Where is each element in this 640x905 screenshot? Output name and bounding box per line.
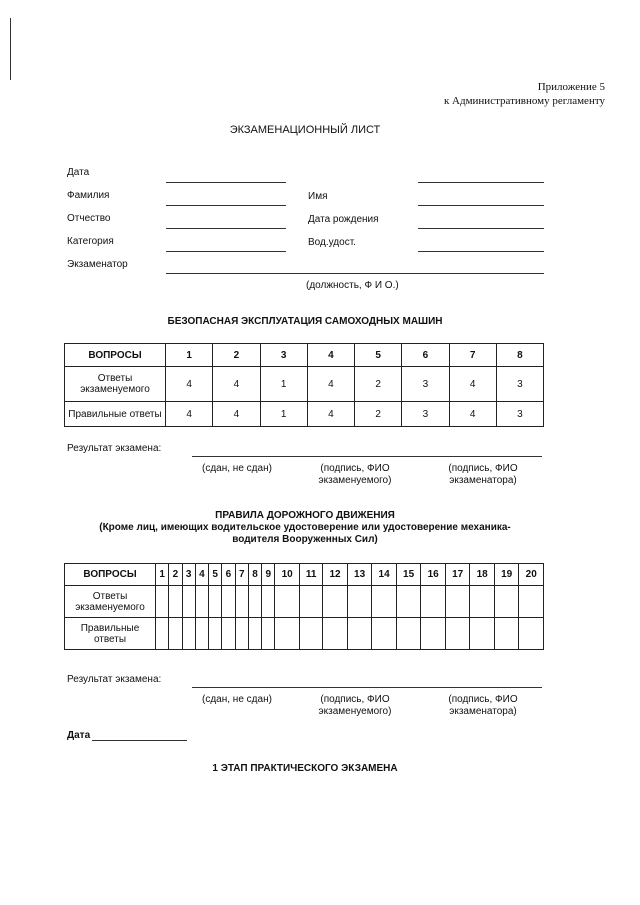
question-cell: 15: [396, 564, 421, 586]
answer-cell[interactable]: [347, 586, 372, 618]
table-row: [65, 586, 544, 618]
question-cell: 12: [323, 564, 348, 586]
answer-cell[interactable]: [421, 618, 446, 650]
line-name[interactable]: [418, 205, 544, 206]
section2-hint-examiner: [428, 694, 538, 718]
correct-cell[interactable]: 2: [355, 402, 402, 427]
annex-line-1: Приложение 5: [537, 81, 605, 93]
table-row: [65, 618, 544, 650]
hint-line: (подпись, ФИО: [320, 694, 390, 705]
page-title: ЭКЗАМЕНАЦИОННЫЙ ЛИСТ: [229, 124, 381, 136]
table-row: [65, 367, 544, 402]
answer-cell[interactable]: [494, 586, 519, 618]
answer-cell[interactable]: [519, 586, 544, 618]
answer-cell[interactable]: [222, 618, 235, 650]
section2-title: ПРАВИЛА ДОРОЖНОГО ДВИЖЕНИЯ: [215, 510, 395, 521]
answer-cell[interactable]: [372, 586, 397, 618]
hint-line: (подпись, ФИО: [448, 463, 518, 474]
hint-line: экзаменатора): [449, 706, 517, 717]
table-row: [65, 564, 544, 586]
header-label: ВОПРОСЫ: [65, 344, 166, 367]
row-label: Ответы экзаменуемого: [65, 367, 166, 402]
row-label-line: Ответы: [92, 590, 128, 602]
answer-cell[interactable]: [494, 618, 519, 650]
question-cell: 1: [156, 564, 169, 586]
line-surname[interactable]: [166, 205, 286, 206]
annex-line-2: к Административному регламенту: [443, 95, 605, 107]
answer-cell[interactable]: 4: [449, 367, 496, 402]
question-cell: 20: [519, 564, 544, 586]
section2-result-line[interactable]: [192, 687, 542, 688]
section1-result-line[interactable]: [192, 456, 542, 457]
label-date: Дата: [67, 167, 90, 178]
correct-cell[interactable]: 1: [260, 402, 307, 427]
label-surname: Фамилия: [67, 190, 110, 201]
correct-cell[interactable]: 4: [449, 402, 496, 427]
line-date-right[interactable]: [418, 182, 544, 183]
label-patronymic: Отчество: [67, 213, 111, 224]
hint-line: экзаменуемого): [318, 706, 392, 717]
answer-cell[interactable]: 3: [402, 367, 449, 402]
answer-cell[interactable]: [235, 586, 248, 618]
answer-cell[interactable]: [195, 618, 208, 650]
answer-cell[interactable]: [262, 618, 275, 650]
section3-title: 1 ЭТАП ПРАКТИЧЕСКОГО ЭКЗАМЕНА: [212, 763, 398, 774]
question-cell: 17: [445, 564, 470, 586]
answer-cell[interactable]: [156, 618, 169, 650]
row-label: [65, 586, 156, 618]
question-cell: 5: [209, 564, 222, 586]
section2-table: [64, 563, 544, 650]
answer-cell[interactable]: [421, 586, 446, 618]
answer-cell[interactable]: [222, 586, 235, 618]
question-cell: 14: [372, 564, 397, 586]
question-cell: 6: [402, 344, 449, 367]
section2-hint-examinee: [300, 694, 410, 718]
label-name: Имя: [308, 191, 328, 202]
question-cell: 11: [299, 564, 322, 586]
question-cell: 3: [260, 344, 307, 367]
answer-cell[interactable]: [445, 618, 470, 650]
correct-cell[interactable]: 4: [307, 402, 354, 427]
section2-hint-passed: (сдан, не сдан): [202, 694, 272, 705]
answer-cell[interactable]: [299, 586, 322, 618]
header-label: ВОПРОСЫ: [65, 564, 156, 586]
question-cell: 3: [182, 564, 195, 586]
question-cell: 7: [235, 564, 248, 586]
answer-cell[interactable]: [169, 618, 182, 650]
hint-line: (подпись, ФИО: [448, 694, 518, 705]
table-row: [65, 344, 544, 367]
section1-table: [64, 343, 544, 427]
answer-cell[interactable]: [470, 586, 495, 618]
question-cell: 7: [449, 344, 496, 367]
label-birthdate: Дата рождения: [308, 214, 379, 225]
row-label: Правильные ответы: [65, 402, 166, 427]
answer-cell[interactable]: [323, 618, 348, 650]
question-cell: 9: [262, 564, 275, 586]
answer-cell[interactable]: [470, 618, 495, 650]
line-license[interactable]: [418, 251, 544, 252]
answer-cell[interactable]: [347, 618, 372, 650]
answer-cell[interactable]: [182, 586, 195, 618]
row-label-line: экзаменуемого: [75, 601, 145, 613]
question-cell: 6: [222, 564, 235, 586]
answer-cell[interactable]: 2: [355, 367, 402, 402]
answer-cell[interactable]: [396, 586, 421, 618]
answer-cell[interactable]: [235, 618, 248, 650]
answer-cell[interactable]: [156, 586, 169, 618]
line-date[interactable]: [166, 182, 286, 183]
line-category[interactable]: [166, 251, 286, 252]
answer-cell[interactable]: [262, 586, 275, 618]
answer-cell[interactable]: [445, 586, 470, 618]
answer-cell[interactable]: [209, 586, 222, 618]
answer-cell[interactable]: 4: [213, 367, 260, 402]
answer-cell[interactable]: [248, 586, 261, 618]
answer-cell[interactable]: [195, 586, 208, 618]
section2-subtitle-2: водителя Вооруженных Сил): [232, 534, 378, 545]
line-patronymic[interactable]: [166, 228, 286, 229]
question-cell: 16: [421, 564, 446, 586]
bottom-date-line[interactable]: [92, 740, 187, 741]
question-cell: 4: [195, 564, 208, 586]
line-birthdate[interactable]: [418, 228, 544, 229]
answer-cell[interactable]: [182, 618, 195, 650]
hint-line: экзаменуемого): [318, 475, 392, 486]
answer-cell[interactable]: 4: [307, 367, 354, 402]
section2-result-label: Результат экзамена:: [67, 674, 162, 685]
question-cell: 4: [307, 344, 354, 367]
answer-cell[interactable]: [396, 618, 421, 650]
answer-cell[interactable]: 3: [496, 367, 543, 402]
correct-cell[interactable]: 4: [213, 402, 260, 427]
row-label: [65, 618, 156, 650]
section1-hint-examinee: [300, 463, 410, 487]
answer-cell[interactable]: [209, 618, 222, 650]
correct-cell[interactable]: 4: [166, 402, 213, 427]
question-cell: 18: [470, 564, 495, 586]
bottom-date-label: Дата: [67, 730, 91, 741]
label-examiner: Экзаменатор: [67, 259, 128, 270]
line-examiner[interactable]: [166, 273, 544, 274]
answer-cell[interactable]: [519, 618, 544, 650]
hint-line: экзаменатора): [449, 475, 517, 486]
table-row: [65, 402, 544, 427]
question-cell: 10: [275, 564, 300, 586]
section1-result-label: Результат экзамена:: [67, 443, 162, 454]
question-cell: 2: [213, 344, 260, 367]
answer-cell[interactable]: [275, 586, 300, 618]
correct-cell[interactable]: 3: [496, 402, 543, 427]
answer-cell[interactable]: [299, 618, 322, 650]
answer-cell[interactable]: [275, 618, 300, 650]
question-cell: 5: [355, 344, 402, 367]
examiner-hint: (должность, Ф И О.): [306, 280, 399, 291]
question-cell: 1: [166, 344, 213, 367]
hint-line: (подпись, ФИО: [320, 463, 390, 474]
row-label-line: ответы: [93, 633, 127, 645]
section1-hint-examiner: [428, 463, 538, 487]
question-cell: 13: [347, 564, 372, 586]
section1-title: БЕЗОПАСНАЯ ЭКСПЛУАТАЦИЯ САМОХОДНЫХ МАШИН: [167, 316, 443, 327]
question-cell: 19: [494, 564, 519, 586]
answer-cell[interactable]: [372, 618, 397, 650]
section1-hint-passed: (сдан, не сдан): [202, 463, 272, 474]
answer-cell[interactable]: [169, 586, 182, 618]
correct-cell[interactable]: 3: [402, 402, 449, 427]
question-cell: 8: [496, 344, 543, 367]
answer-cell[interactable]: [248, 618, 261, 650]
section2-subtitle-1: (Кроме лиц, имеющих водительское удостоверение или удостоверение механика-: [99, 522, 511, 533]
answer-cell[interactable]: [323, 586, 348, 618]
margin-mark: [10, 18, 11, 80]
question-cell: 8: [248, 564, 261, 586]
question-cell: 2: [169, 564, 182, 586]
answer-cell[interactable]: 1: [260, 367, 307, 402]
row-label-line: Правильные: [80, 622, 140, 634]
label-license: Вод.удост.: [308, 237, 356, 248]
label-category: Категория: [67, 236, 114, 247]
answer-cell[interactable]: 4: [166, 367, 213, 402]
